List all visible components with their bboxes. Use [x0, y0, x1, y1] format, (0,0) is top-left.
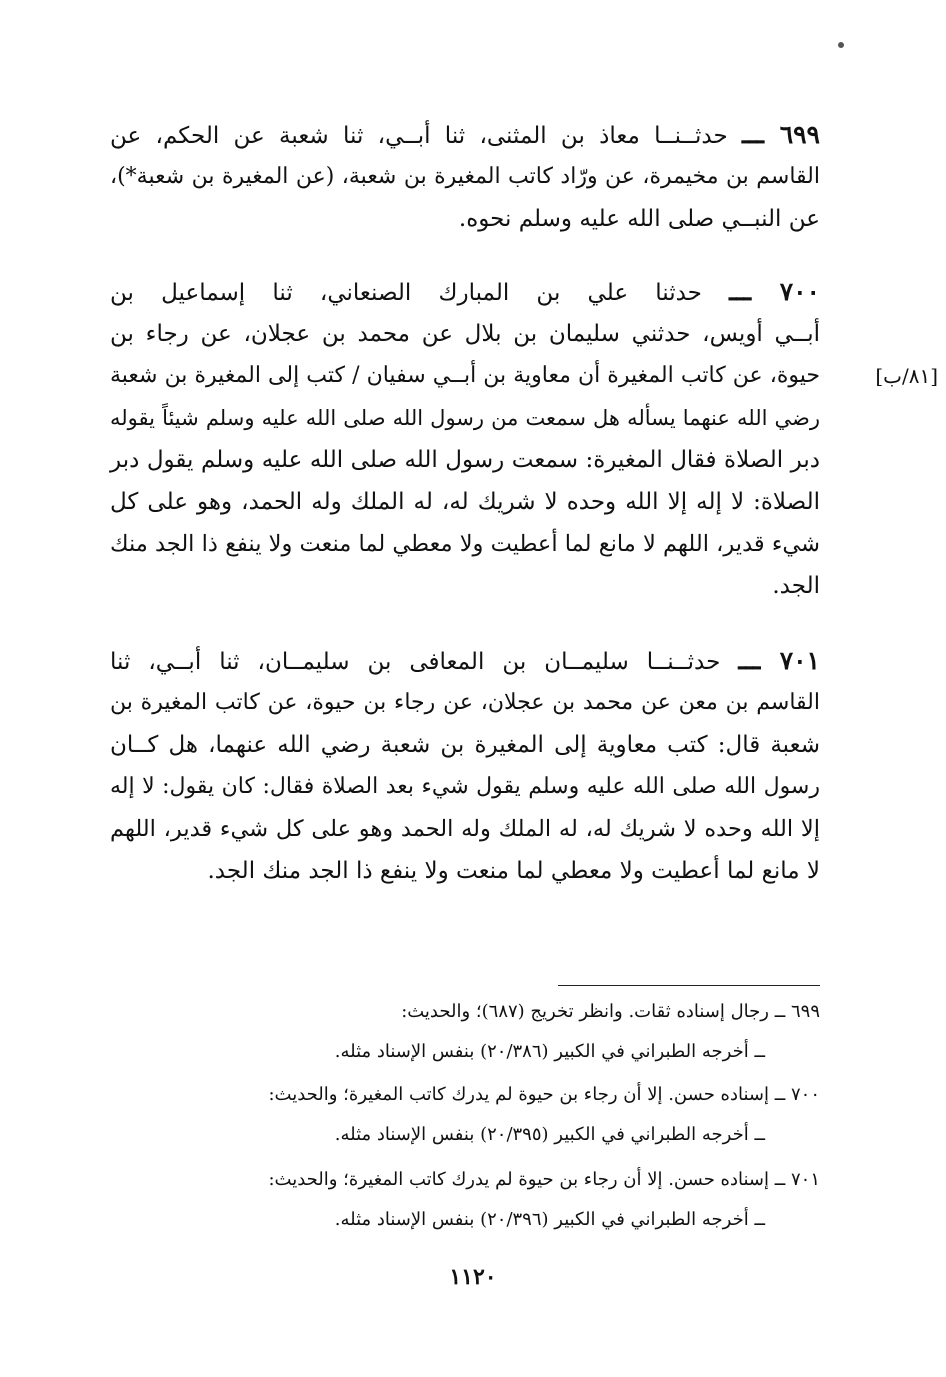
page-speck [838, 42, 844, 48]
footnote-line: ــ أخرجه الطبراني في الكبير (٢٠/٣٩٦) بنفس الإسناد مثله. [334, 1209, 765, 1230]
hadith-number: ٧٠٠ ـــ [729, 277, 820, 306]
hadith-line: الصلاة: لا إله إلا الله وحده لا شريك له، له الملك وله الحمد، وهو على كل [110, 489, 820, 515]
footnote-699 [200, 992, 820, 1072]
hadith-line: حيوة، عن كاتب المغيرة أن معاوية بن أبــي سفيان / كتب إلى المغيرة بن شعبة [110, 363, 820, 388]
footnote-separator [558, 985, 820, 986]
footnote-line: ــ أخرجه الطبراني في الكبير (٢٠/٣٩٥) بنفس الإسناد مثله. [334, 1124, 765, 1145]
hadith-line: القاسم بن معن عن محمد بن عجلان، عن رجاء بن حيوة، عن كاتب المغيرة بن [110, 690, 820, 715]
hadith-line: الجد. [772, 573, 820, 599]
hadith-line: شيء قدير، اللهم لا مانع لما أعطيت ولا معطي لما منعت ولا ينفع ذا الجد منك [110, 531, 820, 557]
page-number: ١١٢٠ [449, 1264, 497, 1290]
hadith-701 [110, 640, 820, 892]
hadith-line: أبــي أويس، حدثني سليمان بن بلال عن محمد بن عجلان، عن رجاء بن [110, 321, 820, 347]
hadith-line: القاسم بن مخيمرة، عن ورّاد كاتب المغيرة بن شعبة، (عن المغيرة بن شعبة*)، [110, 164, 820, 189]
hadith-number: ٧٠١ ـــ [738, 646, 820, 675]
hadith-line: إلا الله وحده لا شريك له، له الملك وله الحمد وهو على كل شيء قدير، اللهم [110, 816, 820, 842]
hadith-line: ٧٠١ ـــ حدثــنــا سليمــان بن المعافى بن سليمــان، ثنا أبــي، ثنا [110, 646, 820, 675]
hadith-line: شعبة قال: كتب معاوية إلى المغيرة بن شعبة رضي الله عنهما، هل كــان [110, 732, 820, 758]
margin-folio-note: [٨١/ب] [875, 364, 938, 388]
footnote-line: ــ أخرجه الطبراني في الكبير (٢٠/٣٨٦) بنفس الإسناد مثله. [334, 1041, 765, 1062]
hadith-line: ٦٩٩ ـــ حدثــنــا معاذ بن المثنى، ثنا أبــي، ثنا شعبة عن الحكم، عن [110, 120, 820, 149]
hadith-line: رضي الله عنهما يسأله هل سمعت من رسول الله صلى الله عليه وسلم شيئاً يقوله [110, 406, 820, 430]
footnote-700 [200, 1075, 820, 1155]
footnote-701 [200, 1160, 820, 1240]
hadith-line: رسول الله صلى الله عليه وسلم يقول شيء بعد الصلاة فقال: كان يقول: لا إله [110, 774, 820, 799]
hadith-number: ٦٩٩ ـــ [742, 120, 820, 149]
hadith-line: دبر الصلاة فقال المغيرة: سمعت رسول الله صلى الله عليه وسلم يقول دبر [110, 447, 820, 473]
footnote-line: ٧٠٠ ــ إسناده حسن. إلا أن رجاء بن حيوة لم يدرك كاتب المغيرة؛ والحديث: [268, 1084, 820, 1105]
hadith-line: ٧٠٠ ـــ حدثنا علي بن المبارك الصنعاني، ثنا إسماعيل بن [110, 277, 820, 306]
footnote-line: ٧٠١ ــ إسناده حسن. إلا أن رجاء بن حيوة لم يدرك كاتب المغيرة؛ والحديث: [268, 1169, 820, 1190]
hadith-line: عن النبــي صلى الله عليه وسلم نحوه. [458, 206, 820, 232]
footnote-line: ٦٩٩ ــ رجال إسناده ثقات. وانظر تخريج (٦٨٧)؛ والحديث: [401, 1001, 820, 1022]
hadith-line: لا مانع لما أعطيت ولا معطي لما منعت ولا ينفع ذا الجد منك الجد. [207, 858, 820, 884]
hadith-700 [110, 271, 820, 607]
hadith-699 [110, 114, 820, 240]
